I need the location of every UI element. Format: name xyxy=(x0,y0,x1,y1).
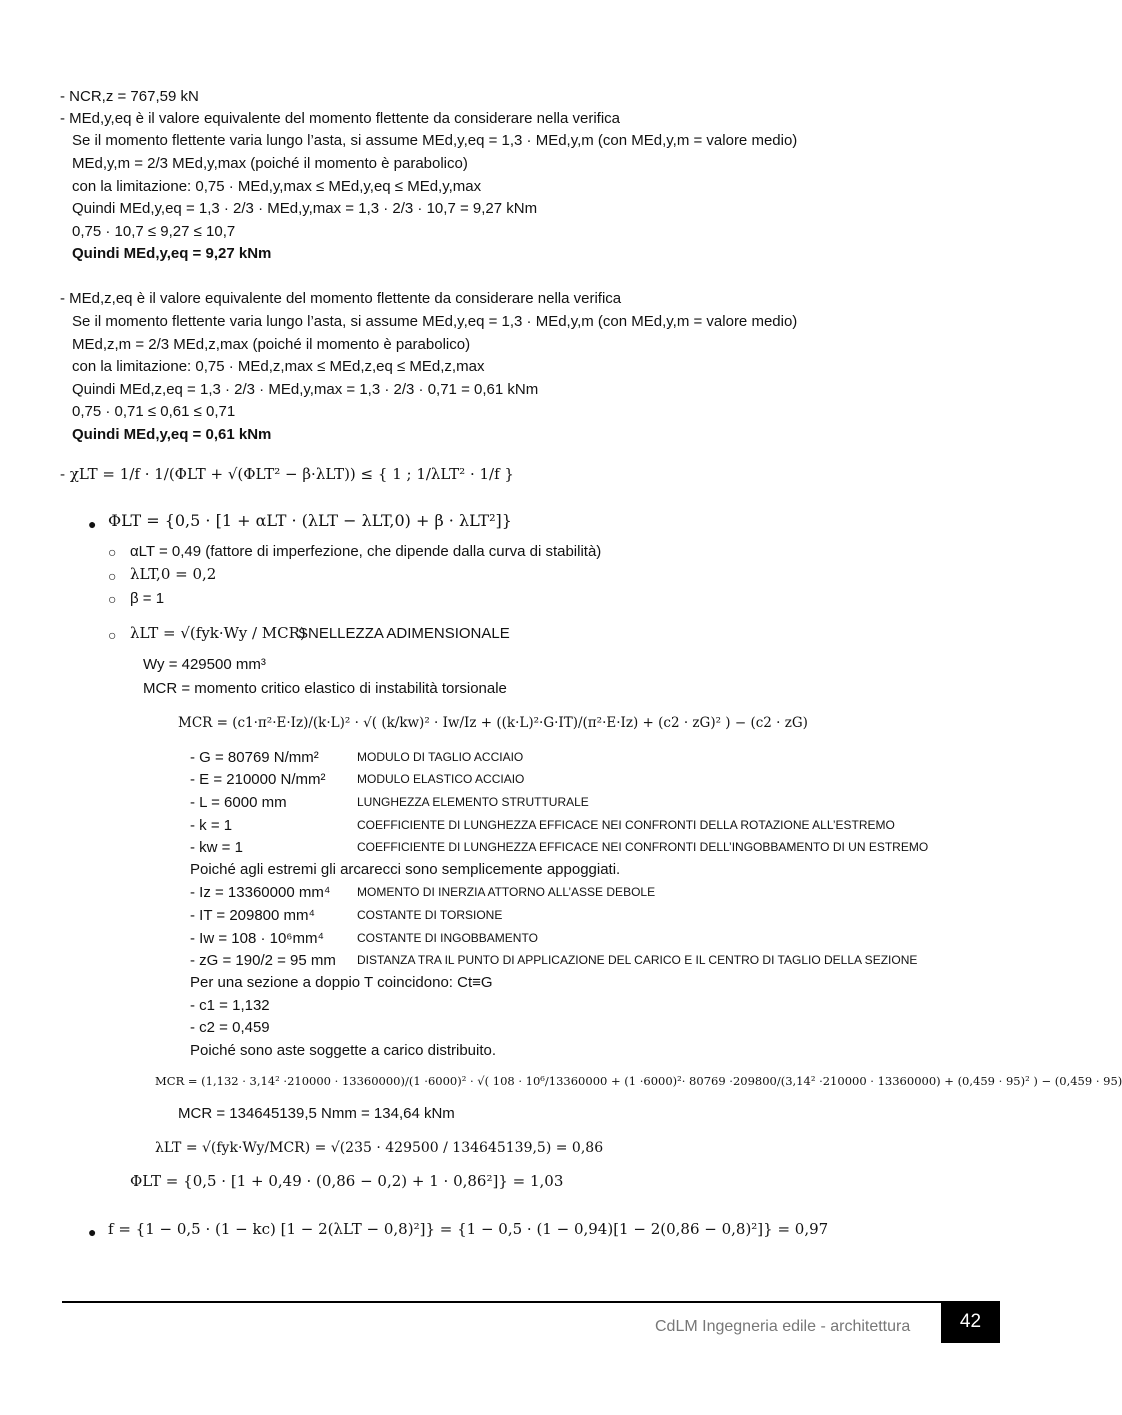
formula-f-result: f = {1 − 0,5 · (1 − kc) [1 − 2(λLT − 0,8)²]} = {1 − 0,5 · (1 − 0,94)[1 − 2(0,86 − 0,8)²]} = 0,97 xyxy=(108,1220,829,1238)
formula-chi-lt: - χLT = 1/f · 1/(ΦLT + √(ΦLT² − β·λLT)) ≤ { 1 ; 1/λLT² · 1/f } xyxy=(60,465,514,483)
param-c1: - c1 = 1,132 xyxy=(190,997,270,1014)
line-medzeq-intro: - MEd,z,eq è il valore equivalente del momento flettente da considerare nella verifica xyxy=(60,290,622,307)
circle-bullet-icon: ○ xyxy=(108,591,117,607)
footer-rule xyxy=(62,1301,942,1303)
line-result-y: Quindi MEd,y,eq = 9,27 kNm xyxy=(72,245,272,262)
line-medyeq-intro: - MEd,y,eq è il valore equivalente del momento flettente da considerare nella verifica xyxy=(60,110,621,127)
label-snellezza: SNELLEZZA ADIMENSIONALE xyxy=(298,625,510,642)
circle-bullet-icon: ○ xyxy=(108,627,117,643)
page-number: 42 xyxy=(941,1301,1000,1343)
formula-phi-result: ΦLT = {0,5 · [1 + 0,49 · (0,86 − 0,2) + 1 · 0,86²]} = 1,03 xyxy=(130,1172,564,1190)
line-check-z: 0,75 · 0,71 ≤ 0,61 ≤ 0,71 xyxy=(72,403,236,420)
line-calc-y: Quindi MEd,y,eq = 1,3 · 2/3 · MEd,y,max = 1,3 · 2/3 · 10,7 = 9,27 kNm xyxy=(72,200,538,217)
line-limit-z: con la limitazione: 0,75 · MEd,z,max ≤ MEd,z,eq ≤ MEd,z,max xyxy=(72,358,485,375)
param-zg: - zG = 190/2 = 95 mm xyxy=(190,952,336,969)
param-g-desc: MODULO DI TAGLIO ACCIAIO xyxy=(357,750,524,764)
line-medym: MEd,y,m = 2/3 MEd,y,max (poiché il momento è parabolico) xyxy=(72,155,468,172)
param-kw: - kw = 1 xyxy=(190,839,243,856)
line-check-y: 0,75 · 10,7 ≤ 9,27 ≤ 10,7 xyxy=(72,223,236,240)
formula-mcr-numeric: MCR = (1,132 · 3,14² ·210000 · 13360000)/(1 ·6000)² · √( 108 · 10⁶/13360000 + (1 ·6000)²· 80769 ·209800/(3,14² ·210000 · 13360000) + (0,459 · 95)² ) − (0,459 · 95) xyxy=(155,1074,1122,1088)
bullet-icon: ● xyxy=(88,1224,97,1240)
param-iz: - Iz = 13360000 mm⁴ xyxy=(190,884,331,901)
line-result-z: Quindi MEd,y,eq = 0,61 kNm xyxy=(72,426,272,443)
param-k: - k = 1 xyxy=(190,817,233,834)
param-g: - G = 80769 N/mm² xyxy=(190,749,319,766)
param-zg-desc: DISTANZA TRA IL PUNTO DI APPLICAZIONE DEL CARICO E IL CENTRO DI TAGLIO DELLA SEZIONE xyxy=(357,953,918,967)
param-k-desc: COEFFICIENTE DI LUNGHEZZA EFFICACE NEI CONFRONTI DELLA ROTAZIONE ALL’ESTREMO xyxy=(357,818,895,832)
line-medzm: MEd,z,m = 2/3 MEd,z,max (poiché il momento è parabolico) xyxy=(72,336,471,353)
formula-lambda-lt: λLT = √(fyk·Wy / MCR) xyxy=(130,624,306,642)
note-doppio-t: Per una sezione a doppio T coincidono: Ct≡G xyxy=(190,974,493,991)
line-alpha: αLT = 0,49 (fattore di imperfezione, che dipende dalla curva di stabilità) xyxy=(130,543,602,560)
formula-phi-lt: ΦLT = {0,5 · [1 + αLT · (λLT − λLT,0) + β · λLT²]} xyxy=(108,511,512,530)
line-calc-z: Quindi MEd,z,eq = 1,3 · 2/3 · MEd,y,max = 1,3 · 2/3 · 0,71 = 0,61 kNm xyxy=(72,381,539,398)
line-beta: β = 1 xyxy=(130,590,165,607)
line-ncr: - NCR,z = 767,59 kN xyxy=(60,88,199,105)
line-medzeq-rule: Se il momento flettente varia lungo l’asta, si assume MEd,y,eq = 1,3 · MEd,y,m (con MEd,y,m = valore medio) xyxy=(72,313,798,330)
footer-course: CdLM Ingegneria edile - architettura xyxy=(655,1318,911,1335)
param-iw-desc: COSTANTE DI INGOBBAMENTO xyxy=(357,931,538,945)
circle-bullet-icon: ○ xyxy=(108,568,117,584)
param-iw: - Iw = 108 · 10⁶mm⁴ xyxy=(190,930,324,947)
line-mcr-def: MCR = momento critico elastico di instabilità torsionale xyxy=(143,680,507,697)
line-mcr-result: MCR = 134645139,5 Nmm = 134,64 kNm xyxy=(178,1105,455,1122)
note-appoggiati: Poiché agli estremi gli arcarecci sono semplicemente appoggiati. xyxy=(190,861,621,878)
bullet-icon: ● xyxy=(88,516,97,532)
param-it: - IT = 209800 mm⁴ xyxy=(190,907,315,924)
line-limit-y: con la limitazione: 0,75 · MEd,y,max ≤ MEd,y,eq ≤ MEd,y,max xyxy=(72,178,482,195)
param-iz-desc: MOMENTO DI INERZIA ATTORNO ALL’ASSE DEBOLE xyxy=(357,885,656,899)
param-l: - L = 6000 mm xyxy=(190,794,287,811)
circle-bullet-icon: ○ xyxy=(108,544,117,560)
line-lambda0: λLT,0 = 0,2 xyxy=(130,565,217,583)
param-kw-desc: COEFFICIENTE DI LUNGHEZZA EFFICACE NEI CONFRONTI DELL’INGOBBAMENTO DI UN ESTREMO xyxy=(357,840,929,854)
param-e: - E = 210000 N/mm² xyxy=(190,771,326,788)
line-wy: Wy = 429500 mm³ xyxy=(143,656,266,673)
param-l-desc: LUNGHEZZA ELEMENTO STRUTTURALE xyxy=(357,795,589,809)
line-medyeq-rule: Se il momento flettente varia lungo l’asta, si assume MEd,y,eq = 1,3 · MEd,y,m (con MEd,y,m = valore medio) xyxy=(72,132,798,149)
param-e-desc: MODULO ELASTICO ACCIAIO xyxy=(357,772,525,786)
formula-mcr: MCR = (c1·π²·E·Iz)/(k·L)² · √( (k/kw)² · Iw/Iz + ((k·L)²·G·IT)/(π²·E·Iz) + (c2 · zG)² ) − (c2 · zG) xyxy=(178,715,808,731)
param-it-desc: COSTANTE DI TORSIONE xyxy=(357,908,503,922)
param-c2: - c2 = 0,459 xyxy=(190,1019,270,1036)
note-carico: Poiché sono aste soggette a carico distribuito. xyxy=(190,1042,497,1059)
formula-lambda-result: λLT = √(fyk·Wy/MCR) = √(235 · 429500 / 134645139,5) = 0,86 xyxy=(155,1140,604,1156)
